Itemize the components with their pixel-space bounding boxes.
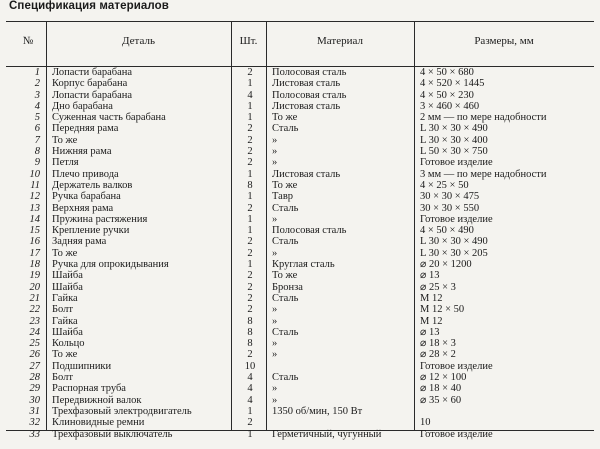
- row-detail: Трехфазовый выключатель: [52, 428, 173, 440]
- row-number: 15: [29, 225, 40, 237]
- row-detail: Подшипники: [52, 360, 112, 372]
- row-size: 10: [420, 417, 431, 429]
- row-detail: Корпус барабана: [52, 78, 128, 90]
- table-row: [0, 259, 600, 270]
- row-quantity: 4: [247, 372, 253, 384]
- row-number: 9: [34, 157, 40, 169]
- table-row: [0, 67, 600, 78]
- row-material: То же: [272, 270, 298, 282]
- row-number: 10: [29, 168, 40, 180]
- row-material: То же: [272, 112, 298, 124]
- table-row: [0, 236, 600, 247]
- row-detail: Передвижной валок: [52, 394, 142, 406]
- row-quantity: 1: [247, 428, 253, 440]
- row-quantity: 1: [247, 168, 253, 180]
- row-detail: Трехфазовый электродвигатель: [52, 405, 192, 417]
- row-quantity: 1: [247, 225, 253, 237]
- row-detail: Гайка: [52, 315, 78, 327]
- row-detail: Лопасти барабана: [52, 89, 133, 101]
- row-number: 1: [34, 67, 40, 78]
- row-detail: Кольцо: [52, 338, 85, 350]
- row-size: М 12: [420, 315, 443, 327]
- row-quantity: 1: [247, 112, 253, 124]
- row-size: 3 × 460 × 460: [420, 100, 480, 112]
- row-detail: То же: [52, 247, 78, 259]
- row-size: М 12: [420, 292, 443, 304]
- table-row: [0, 123, 600, 134]
- row-material: Сталь: [272, 372, 299, 384]
- table-row: [0, 338, 600, 349]
- row-detail: Задняя рама: [52, 236, 107, 248]
- row-material: »: [272, 304, 278, 316]
- row-material: Сталь: [272, 292, 299, 304]
- row-detail: Шайба: [52, 326, 83, 338]
- row-number: 22: [29, 304, 40, 316]
- table-row: [0, 214, 600, 225]
- table-row: [0, 349, 600, 360]
- row-number: 14: [29, 213, 40, 225]
- row-size: ⌀ 12 × 100: [420, 372, 467, 384]
- table-row: [0, 361, 600, 372]
- table-row: [0, 135, 600, 146]
- row-quantity: 4: [247, 394, 253, 406]
- row-detail: Распорная труба: [52, 383, 126, 395]
- row-material: Полосовая сталь: [272, 67, 347, 78]
- row-quantity: 2: [247, 247, 253, 259]
- table-row: [0, 316, 600, 327]
- row-material: Листовая сталь: [272, 168, 341, 180]
- table-row: [0, 282, 600, 293]
- row-quantity: 2: [247, 292, 253, 304]
- row-detail: Болт: [52, 304, 73, 316]
- row-detail: Петля: [52, 157, 79, 169]
- row-quantity: 10: [244, 360, 256, 372]
- row-size: Готовое изделие: [420, 213, 493, 225]
- row-quantity: 2: [247, 270, 253, 282]
- row-detail: Клиновидные ремни: [52, 417, 145, 429]
- row-material: Герметичный, чугунный: [272, 428, 382, 440]
- table-row: [0, 203, 600, 214]
- row-size: 4 × 50 × 490: [420, 225, 474, 237]
- row-number: 18: [29, 259, 40, 271]
- table-top-rule: [6, 21, 594, 22]
- row-size: ⌀ 13: [420, 326, 440, 338]
- row-number: 12: [29, 191, 40, 203]
- row-size: 30 × 30 × 475: [420, 191, 480, 203]
- row-detail: Ручка барабана: [52, 191, 121, 203]
- row-quantity: 1: [247, 100, 253, 112]
- row-quantity: 8: [247, 338, 253, 350]
- row-number: 26: [29, 349, 40, 361]
- table-row: [0, 248, 600, 259]
- row-material: »: [272, 213, 278, 225]
- row-detail: То же: [52, 349, 78, 361]
- row-number: 33: [29, 428, 40, 440]
- row-number: 28: [29, 372, 40, 384]
- row-size: L 30 × 30 × 490: [420, 236, 488, 248]
- table-row: [0, 191, 600, 202]
- row-number: 2: [34, 78, 40, 90]
- row-material: Круглая сталь: [272, 259, 335, 271]
- row-material: »: [272, 315, 278, 327]
- table-row: [0, 101, 600, 112]
- row-number: 25: [29, 338, 40, 350]
- row-quantity: 2: [247, 281, 253, 293]
- table-row: [0, 169, 600, 180]
- row-material: Бронза: [272, 281, 303, 293]
- row-detail: Пружина растяжения: [52, 213, 148, 225]
- row-quantity: 2: [247, 134, 253, 146]
- row-number: 7: [34, 134, 40, 146]
- row-detail: Суженная часть барабана: [52, 112, 166, 124]
- row-material: Листовая сталь: [272, 78, 341, 90]
- row-size: ⌀ 18 × 3: [420, 338, 456, 350]
- row-material: Тавр: [272, 191, 294, 203]
- row-quantity: 2: [247, 202, 253, 214]
- table-row: [0, 406, 600, 417]
- row-material: »: [272, 146, 278, 158]
- row-detail: То же: [52, 134, 78, 146]
- row-detail: Плечо привода: [52, 168, 119, 180]
- row-quantity: 2: [247, 349, 253, 361]
- row-quantity: 1: [247, 259, 253, 271]
- row-number: 31: [29, 405, 40, 417]
- table-row: [0, 157, 600, 168]
- row-number: 5: [34, 112, 40, 124]
- row-size: ⌀ 18 × 40: [420, 383, 462, 395]
- row-number: 11: [30, 179, 40, 191]
- row-size: 4 × 50 × 230: [420, 89, 474, 101]
- row-material: То же: [272, 179, 298, 191]
- table-row: [0, 429, 600, 440]
- row-size: 4 × 50 × 680: [420, 67, 474, 78]
- row-size: ⌀ 35 × 60: [420, 394, 462, 406]
- row-number: 23: [29, 315, 40, 327]
- row-detail: Шайба: [52, 270, 83, 282]
- row-quantity: 1: [247, 191, 253, 203]
- row-quantity: 8: [247, 315, 253, 327]
- row-quantity: 1: [247, 405, 253, 417]
- row-size: ⌀ 20 × 1200: [420, 259, 472, 271]
- row-size: 2 мм — по мере надобности: [420, 112, 547, 124]
- header-detail: Деталь: [122, 35, 155, 47]
- row-detail: Ручка для опрокидывания: [52, 259, 169, 271]
- row-size: Готовое изделие: [420, 360, 493, 372]
- row-size: 4 × 25 × 50: [420, 179, 469, 191]
- row-material: Сталь: [272, 236, 299, 248]
- row-number: 17: [29, 247, 40, 259]
- row-detail: Нижняя рама: [52, 146, 112, 158]
- row-number: 30: [29, 394, 40, 406]
- row-material: Листовая сталь: [272, 100, 341, 112]
- table-row: [0, 417, 600, 428]
- row-size: 3 мм — по мере надобности: [420, 168, 547, 180]
- row-size: Готовое изделие: [420, 157, 493, 169]
- row-number: 27: [29, 360, 40, 372]
- row-detail: Верхняя рама: [52, 202, 114, 214]
- table-row: [0, 395, 600, 406]
- row-size: 4 × 520 × 1445: [420, 78, 485, 90]
- row-quantity: 4: [247, 89, 253, 101]
- row-quantity: 2: [247, 236, 253, 248]
- row-number: 16: [29, 236, 40, 248]
- header-number: №: [22, 35, 34, 47]
- row-detail: Дно барабана: [52, 100, 113, 112]
- row-quantity: 2: [247, 123, 253, 135]
- table-row: [0, 372, 600, 383]
- row-detail: Крепление ручки: [52, 225, 130, 237]
- row-detail: Шайба: [52, 281, 83, 293]
- table-row: [0, 112, 600, 123]
- row-detail: Гайка: [52, 292, 78, 304]
- row-quantity: 2: [247, 146, 253, 158]
- row-quantity: 2: [247, 304, 253, 316]
- row-material: »: [272, 383, 278, 395]
- row-quantity: 2: [247, 67, 253, 78]
- table-row: [0, 270, 600, 281]
- row-number: 32: [29, 417, 40, 429]
- row-material: Сталь: [272, 123, 299, 135]
- row-number: 6: [34, 123, 40, 135]
- row-number: 4: [34, 100, 40, 112]
- header-size: Размеры, мм: [474, 35, 534, 47]
- row-size: 30 × 30 × 550: [420, 202, 480, 214]
- row-material: Сталь: [272, 326, 299, 338]
- header-quantity: Шт.: [239, 35, 258, 47]
- row-number: 24: [29, 326, 40, 338]
- row-material: Полосовая сталь: [272, 225, 347, 237]
- row-detail: Передняя рама: [52, 123, 119, 135]
- row-number: 29: [29, 383, 40, 395]
- table-row: [0, 146, 600, 157]
- document-title: Спецификация материалов: [9, 0, 169, 12]
- row-size: М 12 × 50: [420, 304, 465, 316]
- table-row: [0, 78, 600, 89]
- row-number: 19: [29, 270, 40, 282]
- row-quantity: 1: [247, 78, 253, 90]
- row-material: »: [272, 134, 278, 146]
- row-number: 8: [34, 146, 40, 158]
- row-number: 3: [34, 89, 40, 101]
- row-material: 1350 об/мин, 150 Вт: [272, 405, 363, 417]
- row-material: »: [272, 349, 278, 361]
- table-row: [0, 293, 600, 304]
- row-size: ⌀ 28 × 2: [420, 349, 456, 361]
- row-size: Готовое изделие: [420, 428, 493, 440]
- row-number: 21: [29, 292, 40, 304]
- row-material: »: [272, 247, 278, 259]
- table-row: [0, 225, 600, 236]
- row-material: Полосовая сталь: [272, 89, 347, 101]
- header-material: Материал: [317, 35, 363, 47]
- row-material: »: [272, 338, 278, 350]
- row-size: L 30 × 30 × 205: [420, 247, 488, 259]
- table-row: [0, 90, 600, 101]
- row-size: L 30 × 30 × 400: [420, 134, 488, 146]
- row-detail: Держатель валков: [52, 179, 133, 191]
- row-quantity: 8: [247, 326, 253, 338]
- row-quantity: 2: [247, 157, 253, 169]
- row-quantity: 4: [247, 383, 253, 395]
- row-size: L 30 × 30 × 490: [420, 123, 488, 135]
- table-row: [0, 383, 600, 394]
- row-size: L 50 × 30 × 750: [420, 146, 488, 158]
- row-material: »: [272, 394, 278, 406]
- row-quantity: 1: [247, 213, 253, 225]
- table-row: [0, 327, 600, 338]
- row-size: ⌀ 13: [420, 270, 440, 282]
- table-row: [0, 304, 600, 315]
- row-number: 13: [29, 202, 40, 214]
- row-material: »: [272, 157, 278, 169]
- row-detail: Болт: [52, 372, 73, 384]
- row-size: ⌀ 25 × 3: [420, 281, 456, 293]
- row-quantity: 8: [247, 179, 253, 191]
- table-row: [0, 180, 600, 191]
- row-number: 20: [29, 281, 40, 293]
- row-material: Сталь: [272, 202, 299, 214]
- table-body: [0, 67, 600, 440]
- row-quantity: 2: [247, 417, 253, 429]
- row-detail: Лопасти барабана: [52, 67, 133, 78]
